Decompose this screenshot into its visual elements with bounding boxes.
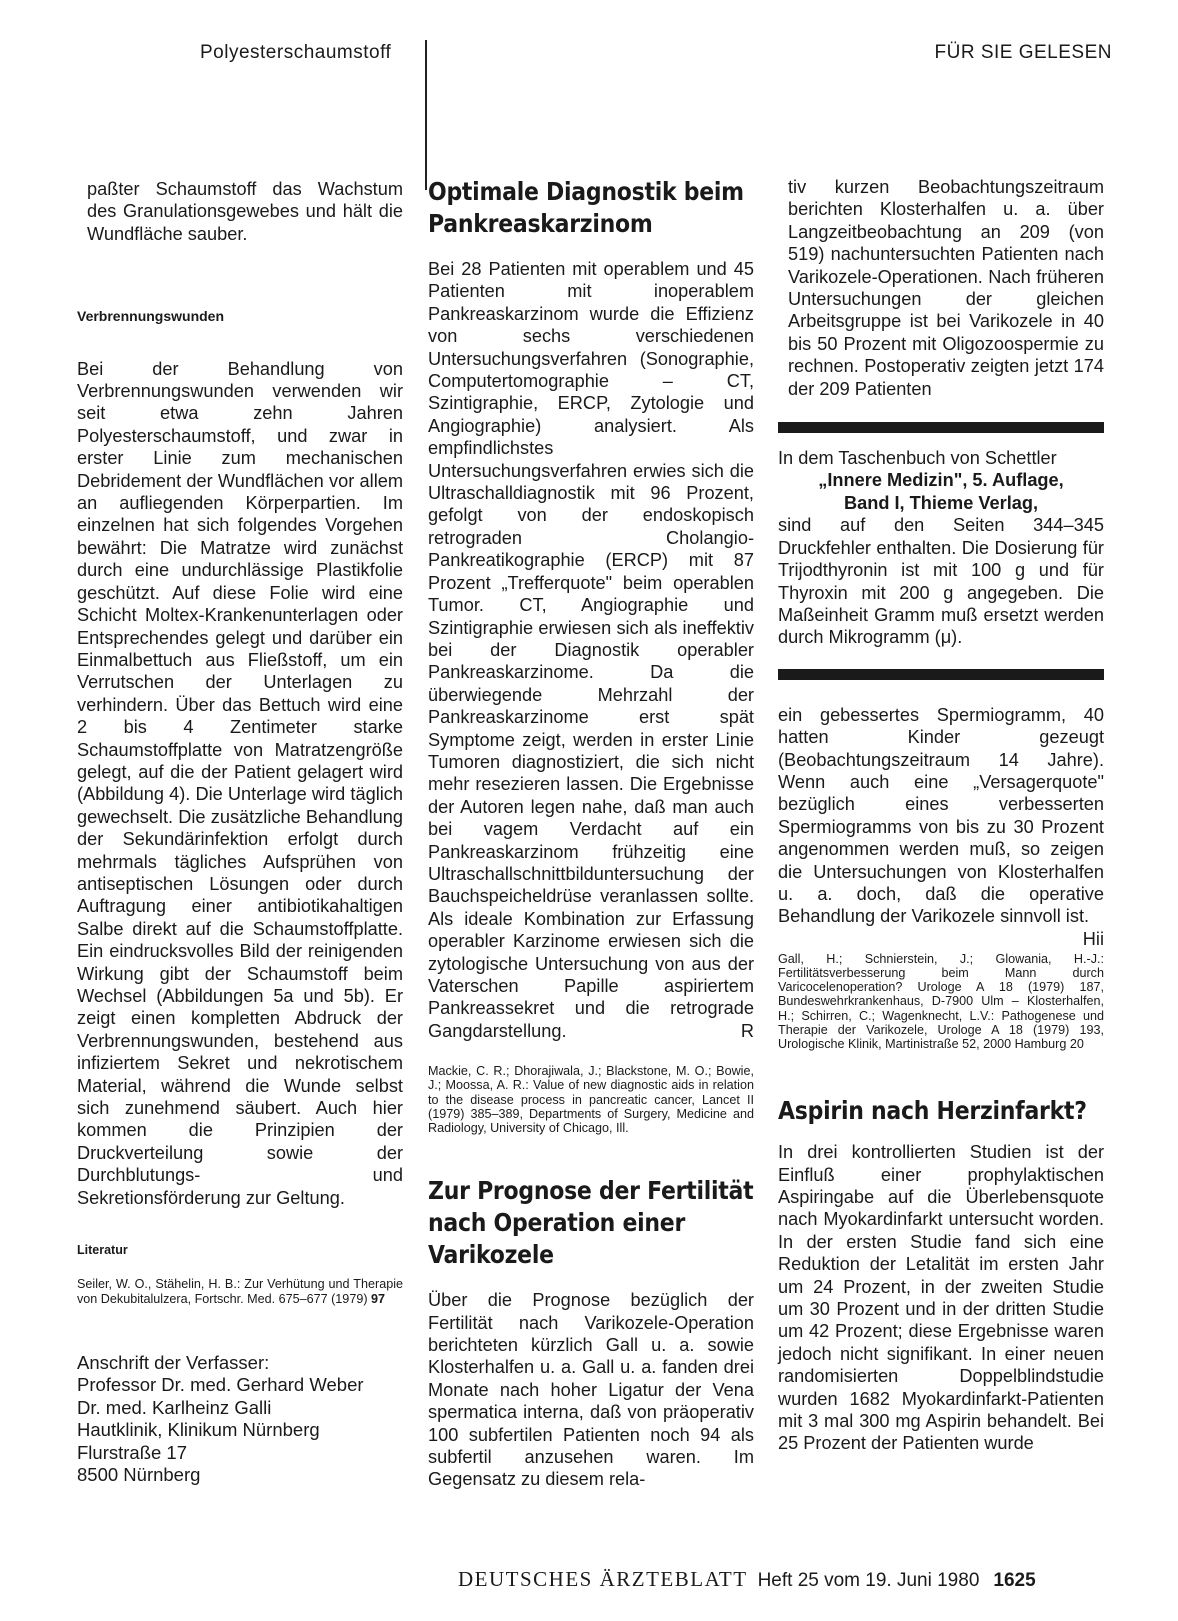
- body-text: ein gebessertes Spermiogramm, 40 hatten Kinder gezeugt (Beobachtungszeitraum 14 Jahre). Wenn auch eine „Versagerquote" bezüglich eines verbesserten Spermiogramms von bis zu 30 Prozent angenommen werden muß, so zeigen die Untersuchungen von Klosterhalfen u. a. doch, daß die operative Behandlung der Varikozele sinnvoll ist.: [778, 704, 1104, 927]
- article-body-fertilitaet: Über die Prognose bezüglich der Fertilität nach Varikozele-Operation berichteten kürzlich Gall u. a. sowie Klosterhalfen u. a. Gall u. a. fanden drei Monate nach hoher Ligatur der Vena spermatica interna, daß von präoperativ 100 subfertilen Patienten noch 94 als subfertil anzusehen waren. Im Gegensatz zu diesem rela-: [428, 1290, 754, 1490]
- running-header-right: FÜR SIE GELESEN: [934, 42, 1112, 63]
- reference-volume: 97: [371, 1291, 386, 1306]
- reference-varikozele: Gall, H.; Schnierstein, J.; Glowania, H.-J.: Fertilitätsverbesserung beim Mann durch Varicocelenoperation? Urologe A 18 (1979) 187, Bundeswehrkrankenhaus, D-7900 Ulm – Klosterhalfen, H.; Schirren, C.; Wagenknecht, L.V.: Pathogenese und Therapie der Varikozele, Urologe A 18 (1979) 193, Urologische Klinik, Martinistraße 52, 2000 Hamburg 20: [778, 951, 1104, 1051]
- address-line: Flurstraße 17: [77, 1441, 188, 1463]
- column-divider: [425, 40, 427, 190]
- literature-heading: Literatur: [77, 1243, 128, 1258]
- column-2: [428, 176, 754, 1491]
- address-line: Hautklinik, Klinikum Nürnberg: [77, 1419, 320, 1441]
- page-number: 1625: [993, 1570, 1036, 1591]
- address-line: Anschrift der Verfasser:: [77, 1351, 270, 1373]
- erratum-notice: [778, 447, 1104, 649]
- notice-rule-bottom: [778, 669, 1104, 680]
- body-paragraph: Bei der Behandlung von Verbrennungswunden verwenden wir seit etwa zehn Jahren Polyesterschaumstoff, und zwar in erster Linie zum mechanischen Debridement der Wundflächen vor allem an aufliegenden Körperpartien. Im einzelnen hat sich folgendes Vorgehen bewährt: Die Matratze wird zunächst durch eine undurchlässige Plastikfolie geschützt. Auf diese Folie wird eine Schicht Moltex-Krankenunterlagen oder Entsprechendes gelegt und darüber ein Einmalbettuch aus Fließstoff, um ein Verrutschen der Unterlagen zu verhindern. Über das Bettuch wird eine 2 bis 4 Zentimeter starke Schaumstoffplatte von Matratzengröße gelegt, auf die der Patient gelagert wird (Abbildung 4). Die Unterlage wird täglich gewechselt. Die zusätzliche Behandlung der Sekundärinfektion erfolgt durch mehrmals tägliches Aufsprühen von antiseptischen Lösungen oder durch Auftragung einer antibiotikahaltigen Salbe direkt auf die Schaumstoffplatte. Ein eindrucksvolles Bild der reinigenden Wirkung gibt der Schaumstoff beim Wechsel (Abbildungen 5a und 5b). Er zeigt einen kompletten Abdruck der Verbrennungswunden, bestehend aus infiziertem Sekret und nekrotischem Material, während die Wunde selbst sich zunehmend säubert. Auch hier kommen die Prinzipien der Druckverteilung sowie der Durchblutungs- und Sekretionsförderung zur Geltung.: [77, 358, 403, 1208]
- reference-pankreas: Mackie, C. R.; Dhorajiwala, J.; Blackstone, M. O.; Bowie, J.; Moossa, A. R.: Value of new diagnostic aids in relation to the disease process in pancreatic cancer, Lancet II (1979) 385–389, Departments of Surgery, Medicine and Radiology, University of Chicago, Ill.: [428, 1064, 754, 1136]
- article-body-aspirin: In drei kontrollierten Studien ist der Einfluß einer prophylaktischen Aspiringabe auf die Überlebensquote nach Myokardinfarkt untersucht worden. In der ersten Studie fand sich eine Reduktion der Letalität im ersten Jahr um 24 Prozent, in der zweiten Studie um 30 Prozent und in der dritten Studie um 42 Prozent; diese Ergebnisse waren jedoch nicht signifikant. In einer neuen randomisierten Doppelblindstudie wurden 1682 Myokardinfarkt-Patienten mit 3 mal 300 mg Aspirin behandelt. Bei 25 Prozent der Patienten wurde: [778, 1142, 1104, 1454]
- body-text: Bei 28 Patienten mit operablem und 45 Patienten mit inoperablem Pankreaskarzinom wurde die Effizienz von sechs verschiedenen Untersuchungsverfahren (Sonographie, Computertomographie – CT, Szintigraphie, ERCP, Zytologie und Angiographie) analysiert. Als empfindlichstes Untersuchungsverfahren erwies sich die Ultraschalldiagnostik mit 96 Prozent, gefolgt von der endoskopisch retrograden Cholangio-Pankreatikographie (ERCP) mit 87 Prozent „Trefferquote" beim operablen Tumor. CT, Angiographie und Szintigraphie erwiesen sich als ineffektiv bei der Diagnostik operabler Pankreaskarzinome. Da die überwiegende Mehrzahl der Pankreaskarzinome erst spät Symptome zeigt, werden in erster Linie Tumoren diagnostiziert, die sich nicht mehr resezieren lassen. Die Ergebnisse der Autoren legen nahe, daß man auch bei vagem Verdacht auf ein Pankreaskarzinom frühzeitig eine Ultraschallschnittbilduntersuchung der Bauchspeicheldrüse veranlassen sollte. Als ideale Kombination zur Erfassung operabler Karzinome erwiesen sich die zytologische Untersuchung von aus der Vaterschen Papille aspiriertem Pankreassekret und die retrograde Gangdarstellung.: [428, 259, 754, 1041]
- page-footer: [458, 1567, 1036, 1592]
- literature-reference: [77, 1277, 403, 1305]
- notice-rule-top: [778, 422, 1104, 433]
- section-heading: Verbrennungswunden: [77, 308, 225, 325]
- journal-name: DEUTSCHES ÄRZTEBLATT: [458, 1567, 748, 1591]
- author-address: [77, 1352, 403, 1486]
- article-title-aspirin: Aspirin nach Herzinfarkt?: [778, 1096, 1087, 1126]
- intro-paragraph: paßter Schaumstoff das Wachstum des Granulationsgewebes und hält die Wundfläche sauber.: [87, 179, 403, 244]
- address-line: 8500 Nürnberg: [77, 1463, 201, 1485]
- reference-text: Seiler, W. O., Stähelin, H. B.: Zur Verhütung und Therapie von Dekubitalulzera, Fortschr. Med. 675–677 (1979): [77, 1277, 403, 1306]
- article-title-fertilitaet: Zur Prognose der Fertilität nach Operation einer Varikozele: [428, 1176, 754, 1270]
- running-header-left: Polyesterschaumstoff: [200, 42, 392, 63]
- column-1: [77, 178, 403, 1486]
- notice-book: „Innere Medizin", 5. Auflage,: [818, 470, 1064, 491]
- issue-info: Heft 25 vom 19. Juni 1980: [757, 1570, 980, 1591]
- article-title-pankreas: Optimale Diagnostik beim Pankreaskarzinom: [428, 177, 744, 238]
- notice-intro: In dem Taschenbuch von Schettler: [778, 448, 1057, 469]
- address-line: Professor Dr. med. Gerhard Weber: [77, 1374, 364, 1396]
- continued-paragraph-2: [778, 704, 1104, 949]
- column-3: [778, 176, 1104, 1455]
- author-initial: R: [740, 1020, 754, 1041]
- author-initial: Hii: [1082, 928, 1104, 949]
- continued-paragraph: tiv kurzen Beobachtungszeitraum berichten Klosterhalfen u. a. über Langzeitbeobachtung an 209 (von 519) nachuntersuchten Patienten nach Varikozele-Operationen. Nach früheren Untersuchungen der gleichen Arbeitsgruppe ist bei Varikozele in 40 bis 50 Prozent mit Oligozoospermie zu rechnen. Postoperativ zeigten jetzt 174 der 209 Patienten: [788, 177, 1104, 399]
- notice-body: sind auf den Seiten 344–345 Druckfehler enthalten. Die Dosierung für Trijodthyronin ist mit 100 g und für Thyroxin mit 200 g angegeben. Die Maßeinheit Gramm muß ersetzt werden durch Mikrogramm (μ).: [778, 515, 1104, 648]
- notice-publisher: Band I, Thieme Verlag,: [843, 492, 1039, 513]
- article-body-pankreas: [428, 258, 754, 1042]
- address-line: Dr. med. Karlheinz Galli: [77, 1396, 272, 1418]
